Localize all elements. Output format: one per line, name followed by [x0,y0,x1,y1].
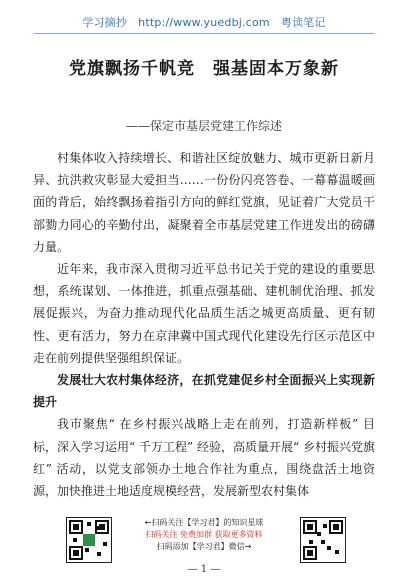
page-number: — 1 — [187,564,221,575]
article-subtitle: ——保定市基层党建工作综述 [125,119,282,133]
paragraph: 近年来，我市深入贯彻习近平总书记关于党的建设的重要思想，系统谋划、一体推进，抓重点强基础、建机制优治理、抓发展促振兴，为奋力推动现代化品质生活之城更高质量、更有韧性、更有活力，努力在京津冀中国式现代化建设先行区示范区中走在前列提供坚强组织保证。 [33,262,375,365]
promo-text [120,517,288,553]
title-part-1: 党旗飘扬千帆竞 [69,59,195,79]
paragraph: 村集体收入持续增长、和谐社区绽放魅力、城市更新日新月异、抗洪救灾彰显大爱担当……一份份闪亮答卷、一幕幕温暖画面的背后，始终飘扬着指引方向的鲜红党旗，见证着广大党员干部勠力同心的辛勤付出，凝聚着全市基层党建工作迸发出的磅礴力量。 [33,151,375,254]
planet-logo-icon [83,534,95,546]
header-right-text: 粤读笔记 [280,16,326,29]
paragraph: 我市聚焦“ 在乡村振兴战略上走在前列，打造新样板” 目标，深入学习运用“ 千万工程” 经验，高质量开展“ 乡村振兴党旗红” 活动，以党支部领办土地合作社为重点，围绕盘活土地资源，加快推进土地适度规模经营，发展新型农村集体 [33,417,375,499]
section-heading: 发展壮大农村集体经济，在抓党建促乡村全面振兴上实现新提升 [33,373,375,410]
article-body [33,147,375,502]
page-header [0,14,408,30]
title-part-2: 强基固本万象新 [213,59,339,79]
header-divider [34,33,374,34]
qr-code-left[interactable] [66,517,112,563]
promo-line-1: ←扫码关注【学习君】的知识星球 [144,518,264,527]
promo-line-2: 扫码关注 免费加群 获取更多资料 [145,530,263,539]
promo-line-3: 扫码添加【学习君】微信→ [156,542,252,551]
site-url[interactable]: http://www.yuedbj.com [138,16,270,29]
qr-code-right[interactable] [300,517,346,563]
site-name: 学习摘抄 [82,16,128,29]
article-title [0,54,408,79]
